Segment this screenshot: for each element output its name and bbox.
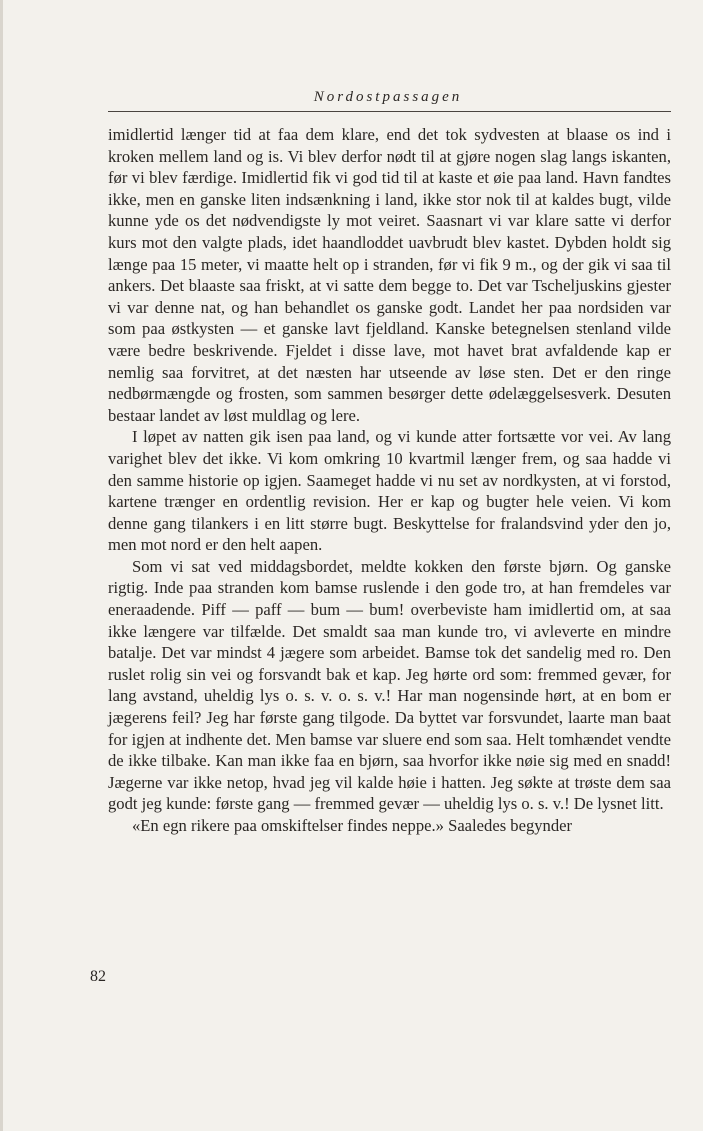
header-rule (108, 111, 671, 112)
paragraph-2: I løpet av natten gik isen paa land, og vi kunde atter fortsætte vor vei. Av lang varighet blev det ikke. Vi kom omkring 10 kvartmil længer frem, og saa hadde vi den samme historie op igjen. Saameget hadde vi nu set av nordkysten, at vi forstod, kartene trænger en ordentlig revision. Her er kap og bugter hele veien. Vi kom denne gang tilankers i en litt større bugt. Beskyttelse for fralandsvind yder den jo, men mot nord er den helt aapen. (108, 427, 671, 555)
running-head-title: Nordostpassagen (313, 89, 463, 105)
body-text (108, 124, 671, 837)
page-number: 82 (90, 968, 106, 985)
paragraph-1: imidlertid længer tid at faa dem klare, end det tok sydvesten at blaase os ind i kroken mellem land og is. Vi blev derfor nødt til at gjøre nogen slag langs iskanten, før vi blev færdige. Imidlertid fik vi god tid til at kaste et øie paa land. Havn fandtes ikke, men en ganske liten indsænkning i land, ikke stor nok til at kaldes bugt, vilde kunne yde os det nødvendigste ly mot veiret. Saasnart vi var klare satte vi derfor kurs mot den valgte plads, idet haandloddet uavbrudt blev kastet. Dybden holdt sig længe paa 15 meter, vi maatte helt op i stranden, før vi fik 9 m., og der gik vi saa til ankers. Det blaaste saa friskt, at vi satte dem begge to. Det var Tscheljuskins gjester vi var denne nat, og han behandlet os ganske godt. Landet her paa nordsiden var som paa østkysten — et ganske lavt fjeldland. Kanske betegnelsen stenland vilde være bedre beskrivende. Fjeldet i disse lave, mot havet brat avfaldende kap er nemlig saa forvitret, at det næsten har utseende av løse sten. Det er den ringe nedbørmængde og frosten, som sammen besørger dette ødelæggelsesverk. Desuten bestaar landet av løst muldlag og lere. (108, 125, 671, 425)
paragraph-3: Som vi sat ved middagsbordet, meldte kokken den første bjørn. Og ganske rigtig. Inde paa stranden kom bamse ruslende i den gode tro, at han fremdeles var eneraadende. Piff — paff — bum — bum! overbeviste ham imidlertid om, at saa ikke længere var tilfælde. Det smaldt saa man kunde tro, vi avleverte en mindre batalje. Det var mindst 4 jægere som arbeidet. Bamse tok det sandelig med ro. Den ruslet rolig sin vei og forsvandt bak et kap. Jeg hørte ord som: fremmed gevær, for lang avstand, uheldig lys o. s. v. o. s. v.! Har man nogensinde hørt, at en bom er jægerens feil? Jeg har første gang tilgode. Da byttet var forsvundet, laarte man baat for igjen at indhente det. Men bamse var sluere end som saa. Helt tomhændet vendte de ikke tilbake. Kan man ikke faa en bjørn, saa hvorfor ikke nøie sig med en snadd! Jægerne var ikke netop, hvad jeg vil kalde høie i hatten. Jeg søkte at trøste dem saa godt jeg kunde: første gang — fremmed gevær — uheldig lys o. s. v.! De lysnet litt. (108, 556, 671, 814)
page-edge (0, 0, 3, 1131)
paragraph-4: «En egn rikere paa omskiftelser findes neppe.» Saaledes begynder (132, 816, 573, 835)
